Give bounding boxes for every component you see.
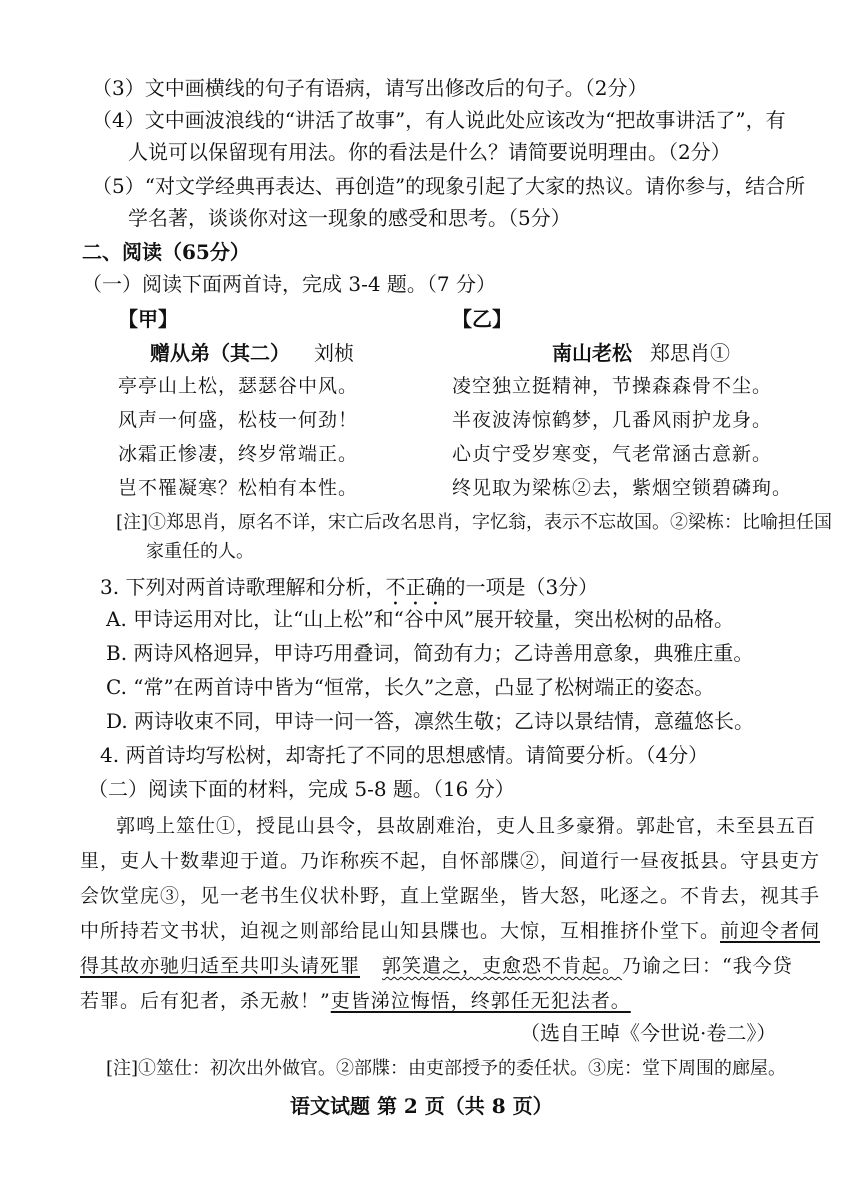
option-d: D. 两诗收束不同，甲诗一问一答，凛然生敬；乙诗以景结情，意蕴悠长。 [106, 709, 755, 733]
poem-a-author: 刘桢 [314, 341, 354, 365]
passage-line-text: 中所持若文书状，迫视之则部给昆山知县牒也。大惊，互相推挤仆堂下。 [80, 920, 721, 942]
page-footer: 语文试题 第 2 页（共 8 页） [290, 1094, 553, 1118]
option-c: C. “常”在两首诗中皆为“恒常，长久”之意，凸显了松树端正的姿态。 [106, 675, 715, 699]
question-5-line1: （5）“对文学经典再表达、再创造”的现象引起了大家的热议。请你参与，结合所 [92, 174, 806, 198]
underlined-sentence: 前迎令者伺 [720, 920, 821, 942]
poem-b-title: 南山老松 [552, 341, 632, 365]
option-b: B. 两诗风格迥异，甲诗巧用叠词，简劲有力；乙诗善用意象，典雅庄重。 [106, 641, 754, 665]
question-4-line1: （4）文中画波浪线的“讲活了故事”，有人说此处应该改为“把故事讲活了”，有 [92, 108, 786, 132]
passage-line: 里，吏人十数辈迎于道。乃诈称疾不起，自怀部牒②，间道行一昼夜抵县。守县吏方 [80, 850, 821, 872]
passage-line: 郭鸣上筮仕①，授昆山县令，县故剧难治，吏人且多豪猾。郭赴官，未至县五百 [116, 815, 817, 837]
passage-line [80, 957, 793, 976]
passage-note: [注]①筮仕：初次出外做官。②部牒：由吏部授予的委任状。③庑：堂下周围的廊屋。 [106, 1058, 787, 1079]
poem-b-line: 心贞宁受岁寒变，气老常涵古意新。 [452, 443, 773, 465]
poem-a-line: 亭亭山上松，瑟瑟谷中风。 [118, 375, 359, 397]
poem-a-line: 岂不罹凝寒？松柏有本性。 [118, 477, 359, 499]
passage-line [80, 922, 820, 941]
passage-line-text: 乃谕之曰：“我今贷 [622, 955, 793, 977]
poem-b-line: 凌空独立挺精神，节操森森骨不尘。 [452, 375, 773, 397]
poem-b-line: 半夜波涛惊鹤梦，几番风雨护龙身。 [452, 409, 773, 431]
question-3-stem [100, 575, 598, 610]
poem-note-line2: 家重任的人。 [146, 541, 254, 562]
question-5-line2: 学名著，谈谈你对这一现象的感受和思考。（5分） [128, 206, 571, 230]
question-3-text: （3）文中画横线的句子有语病，请写出修改后的句子。（2分） [92, 76, 648, 100]
underlined-sentence: 得其故亦驰归适至共叩头请死罪 [80, 955, 361, 977]
question-4-line2: 人说可以保留现有用法。你的看法是什么？请简要说明理由。（2分） [128, 140, 731, 164]
poem-a-title: 赠从弟（其二） [150, 341, 290, 365]
poem-b-heading [552, 343, 730, 363]
passage-source: （选自王晫《今世说·卷二》） [520, 1021, 777, 1045]
poem-note-line1: [注]①郑思肖，原名不详，宋亡后改名思肖，字忆翁，表示不忘故国。②梁栋：比喻担任国 [116, 512, 833, 533]
poem-a-tag: 【甲】 [118, 307, 178, 331]
question-4-stem: 4. 两首诗均写松树，却寄托了不同的思想感情。请简要分析。（4分） [100, 743, 709, 767]
question-3-prefix: 3. 下列对两首诗歌理解和分析， [100, 575, 386, 599]
question-3-suffix: 的一项是（3分） [445, 575, 599, 599]
poem-b-line: 终见取为梁栋②去，紫烟空锁碧磷珣。 [452, 477, 793, 499]
poem-b-author: 郑思肖① [650, 341, 730, 365]
poem-b-tag: 【乙】 [452, 307, 512, 331]
question-3-emphasis: 不正确 [385, 575, 446, 599]
underlined-sentence: 吏皆涕泣悔悟，终郭任无犯法者。 [330, 990, 631, 1012]
part-one-heading: （一）阅读下面两首诗，完成 3-4 题。（7 分） [82, 272, 497, 296]
option-a: A. 甲诗运用对比，让“山上松”和“谷中风”展开较量，突出松树的品格。 [106, 607, 735, 631]
wavy-underlined-sentence: 郭笑遣之，吏愈恐不肯起。 [382, 955, 623, 977]
passage-line: 会饮堂庑③，见一老书生仪状朴野，直上堂踞坐，皆大怒，叱逐之。不肯去，视其手 [80, 885, 821, 907]
section-reading-title: 二、阅读（65分） [82, 240, 250, 264]
poem-a-line: 风声一何盛，松枝一何劲！ [118, 409, 359, 431]
passage-line-text: 若罪。后有犯者，杀无赦！” [80, 990, 331, 1012]
poem-a-line: 冰霜正惨凄，终岁常端正。 [118, 443, 359, 465]
passage-line [80, 992, 631, 1011]
poem-a-heading [150, 343, 354, 363]
part-two-heading: （二）阅读下面的材料，完成 5-8 题。（16 分） [88, 777, 515, 801]
